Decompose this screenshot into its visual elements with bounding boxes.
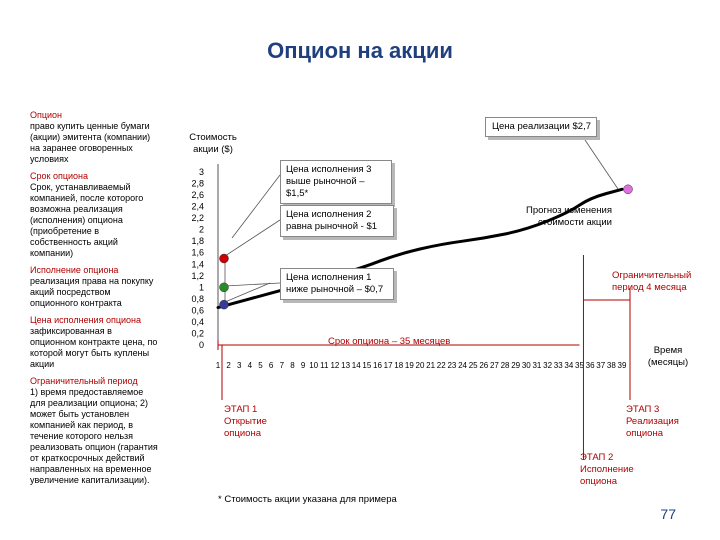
stage2-label: ЭТАП 2 Исполнение опциона <box>580 452 634 487</box>
x-tick-label: 21 <box>426 361 436 370</box>
x-tick-label: 20 <box>415 361 425 370</box>
y-tick-label: 1,4 <box>191 259 204 270</box>
x-tick-label: 10 <box>309 361 319 370</box>
x-tick-label: 5 <box>258 361 263 370</box>
x-tick-label: 28 <box>500 361 510 370</box>
footnote: * Стоимость акции указана для примера <box>218 494 397 505</box>
page-title: Опцион на акции <box>267 38 453 63</box>
x-tick-label: 18 <box>394 361 404 370</box>
x-tick-label: 12 <box>330 361 340 370</box>
y-tick-label: 0,2 <box>191 328 204 339</box>
x-tick-label: 27 <box>489 361 499 370</box>
y-tick-label: 1,6 <box>191 247 204 258</box>
y-tick-label: 1 <box>198 282 204 293</box>
x-tick-label: 1 <box>215 361 221 370</box>
y-tick-label: 2,6 <box>191 190 204 201</box>
definition-term: Ограничительный период <box>30 376 138 386</box>
x-tick-label: 25 <box>468 361 478 370</box>
y-axis-label: Стоимость акции ($) <box>189 132 237 155</box>
price-marker <box>220 300 229 309</box>
x-tick-label: 4 <box>247 361 253 370</box>
definition-term: Исполнение опциона <box>30 265 119 275</box>
leader-line <box>232 175 280 238</box>
x-tick-label: 26 <box>479 361 489 370</box>
x-tick-label: 13 <box>341 361 351 370</box>
y-tick-label: 0 <box>198 340 204 350</box>
stage1-label: ЭТАП 1 Открытие опциона <box>224 404 267 439</box>
definition-text: зафиксированная в опционном контракте цена, по которой могут быть куплены акции <box>30 326 158 369</box>
strike-price-2-box: Цена исполнения 2 равна рыночной - $1 <box>280 205 394 237</box>
leader-line <box>225 283 280 286</box>
restrict-period-label: Ограничительный период 4 месяца <box>612 270 692 293</box>
price-marker <box>220 254 229 263</box>
price-marker <box>220 283 229 292</box>
realization-price-box: Цена реализации $2,7 <box>485 117 597 137</box>
x-tick-label: 3 <box>237 361 242 370</box>
strike-price-1-box: Цена исполнения 1 ниже рыночной – $0,7 <box>280 268 394 300</box>
y-tick-label: 0,6 <box>191 305 204 316</box>
definition-text: Срок, устанавливаемый компанией, после которого возможна реализация (исполнения) опциона (приобретение в собственность акций компании) <box>30 182 144 258</box>
x-tick-label: 31 <box>532 361 542 370</box>
stage3-label: ЭТАП 3 Реализация опциона <box>626 404 679 439</box>
definition-text: право купить ценные бумаги (акции) эмитента (компании) на заранее оговоренных условиях <box>30 121 151 164</box>
y-tick-label: 1,8 <box>191 236 204 247</box>
x-tick-label: 35 <box>575 361 584 370</box>
x-tick-label: 36 <box>585 361 595 370</box>
leader-line <box>225 220 280 256</box>
definition-text: 1) время предоставляемое для реализации опциона; 2) может быть установлен компанией как период, в течение которого нельзя реализовать опцион (гарантия от краткосрочных действий направленных на временное увеличение капитализации). <box>30 387 158 485</box>
y-tick-label: 1,2 <box>191 270 204 281</box>
y-tick-label: 2,2 <box>191 213 204 224</box>
x-tick-label: 15 <box>362 361 372 370</box>
x-tick-label: 6 <box>268 361 274 370</box>
x-tick-label: 32 <box>543 361 553 370</box>
x-tick-label: 11 <box>320 361 329 370</box>
y-tick-label: 2 <box>198 224 204 235</box>
strike-price-3-box: Цена исполнения 3 выше рыночной – $1,5* <box>280 160 392 204</box>
x-tick-label: 39 <box>617 361 627 370</box>
y-tick-label: 2,4 <box>191 201 204 212</box>
x-tick-label: 2 <box>226 361 231 370</box>
y-tick-label: 0,4 <box>191 316 204 327</box>
x-tick-label: 38 <box>606 361 616 370</box>
y-tick-label: 2,8 <box>191 178 204 189</box>
price-marker <box>624 185 633 194</box>
x-tick-label: 16 <box>373 361 382 370</box>
y-tick-label: 3 <box>198 167 204 177</box>
y-tick-label: 0,8 <box>191 293 204 304</box>
option-term-label: Срок опциона – 35 месяцев <box>328 336 451 347</box>
definition-term: Цена исполнения опциона <box>30 315 141 325</box>
definition-term: Опцион <box>30 110 63 120</box>
x-tick-label: 29 <box>511 361 521 370</box>
x-axis-label: Время (месяцы) <box>647 345 689 368</box>
x-tick-label: 24 <box>458 361 467 370</box>
x-tick-label: 22 <box>436 361 446 370</box>
definition-term: Срок опциона <box>30 171 88 181</box>
x-tick-label: 30 <box>521 361 531 370</box>
x-tick-label: 34 <box>564 361 574 370</box>
x-tick-label: 14 <box>351 361 361 370</box>
x-tick-label: 7 <box>279 361 285 370</box>
forecast-label: Прогноз изменения стоимости акции <box>526 205 612 228</box>
leader-line <box>585 140 618 189</box>
x-tick-label: 8 <box>290 361 295 370</box>
definition-text: реализация права на покупку акций посредством опционного контракта <box>30 276 154 308</box>
x-tick-label: 37 <box>596 361 606 370</box>
x-tick-label: 19 <box>404 361 414 370</box>
x-tick-label: 17 <box>383 361 393 370</box>
page-number: 77 <box>660 506 676 522</box>
x-tick-label: 9 <box>300 361 306 370</box>
x-tick-label: 33 <box>553 361 563 370</box>
x-tick-label: 23 <box>447 361 457 370</box>
